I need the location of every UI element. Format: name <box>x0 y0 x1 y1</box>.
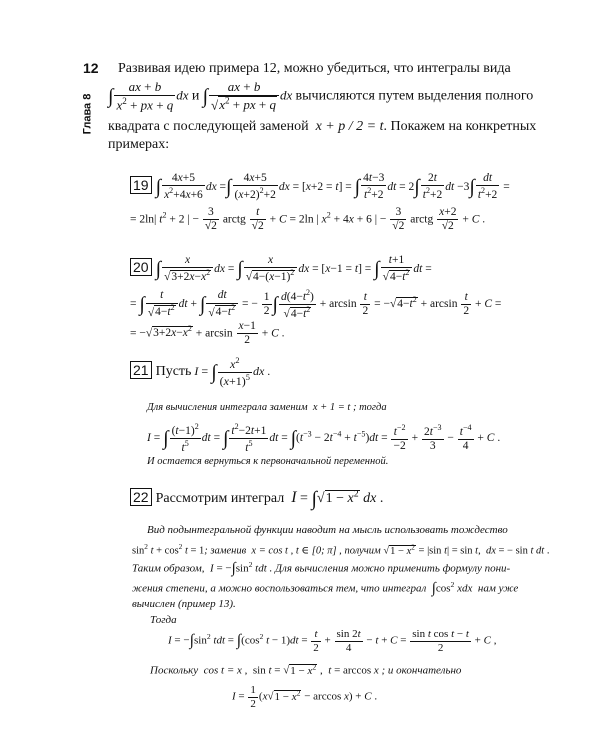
example-22-statement: 22 Рассмотрим интеграл $I = \int√1 - x^2$ dx . <box>130 488 383 509</box>
intro-line-4: примерах: <box>108 137 170 152</box>
example-22-final: I = $\frac{1}{2}$ $(x√1 - x^2 - \arccos x) + C$ . <box>232 684 378 710</box>
example-22-label: Рассмотрим интеграл <box>155 491 285 506</box>
example-21-statement: 21 Пусть I = ∫ $\frac{x^2}{(x+1)^5}$ dx . <box>130 356 270 389</box>
substitution: x + p / 2 = t <box>315 119 384 134</box>
intro-line-3: квадрата с последующей заменой x + p / 2 = t. Покажем на конкретных <box>108 119 537 134</box>
example-number-19: 19 <box>130 176 152 194</box>
example-21-outro: И остается вернуться к первоначальной переменной. <box>147 456 389 467</box>
example-22-p1a: Вид подынтегральной функции наводит на мысль использовать тождество <box>147 524 508 536</box>
example-22-p2: Таким образом, $I = -\int\sin^2$ tdt . Для вычисления можно применить формулу пони- <box>132 560 511 577</box>
example-19-line-1: 19 ∫ $\frac{4x+5}{x^2+4x+6}$ dx =∫ $\frac{4x+5}{(x+2)^2+2}$ dx = [x+2 = t] = ∫ $\frac{4t-3}{t^2+2}$ dt = 2∫ $\frac{2t}{t^2+2}$ dt −3∫ $\frac{dt}{t^2+2}$ = <box>130 172 510 202</box>
example-number-20: 20 <box>130 258 152 276</box>
intro-line-1: Развивая идею примера 12, можно убедиться, что интегралы вида <box>118 61 511 76</box>
example-22-p3: жения степени, а можно воспользоваться тем, что интеграл $\int\cos^2$ xdx нам уже <box>132 580 519 597</box>
example-22-computation: $I = -\int\sin^2$ tdt = $\int(\cos^2$ t − 1)dt = $\frac{t}{2}$ + $\frac{\sin 2t}{4}$ − t + C = $\frac{\text{sin t cos t − t}}{2}$ + C , <box>168 628 497 654</box>
intro-integrals: ∫ $\frac{ax + b}{x^2 + px + q}$ dx и ∫ $\frac{ax + b}{√x^2 + px + q}$ dx вычисляются путем выделения полного <box>108 79 534 113</box>
intro-conj: и <box>191 88 200 104</box>
example-22-then: Тогда <box>150 614 177 626</box>
example-number-22: 22 <box>130 488 152 506</box>
example-21-label: Пусть <box>155 364 192 380</box>
intro-paragraph <box>118 60 518 78</box>
example-21-computation: I = ∫ $\frac{(t-1)^2}{t^5}$ dt = ∫ $\frac{t^2-2t+1}{t^5}$ dt = $\int(t^{-3} - 2t^{-4} + t^{-5})dt$ = $\frac{t^{-2}}{-2}$ + $\frac{2t^{-3}}{3}$ − $\frac{t^{-4}}{4}$ + C . <box>147 422 501 454</box>
example-21-intro: Для вычисления интеграла заменим x + 1 = t ; тогда <box>147 402 387 413</box>
chapter-label: Глава 8 <box>81 93 94 135</box>
example-20-line-2: = ∫ $\frac{t}{√4-t^2}$ dt + ∫ $\frac{dt}{√4-t^2}$ = − $\frac{1}{2}$ ∫ $\frac{d(4-t^2)}{√4-t^2}$ + arcsin $\frac{t}{2}$ = $-√4-t^2 + \arcsin$ $\frac{t}{2}$ + C = <box>130 288 502 320</box>
example-20-line-3: = $-√3+2x-x^2 + \arcsin$ $\frac{x-1}{2}$ + C . <box>130 320 285 347</box>
intro-line-2-tail: вычисляются путем выделения полного <box>295 88 534 104</box>
example-22-since: Поскольку cos t = x , $\sin t = √1 - x^2$ , t = arccos x ; и окончательно <box>150 662 462 677</box>
example-20-line-1: 20 ∫ $\frac{x}{√3+2x-x^2}$ dx = ∫ $\frac{x}{√4-(x-1)^2}$ dx = [x−1 = t] = ∫ $\frac{t+1}{√4-t^2}$ dt = <box>130 254 432 284</box>
example-22-p4: вычислен (пример 13). <box>132 598 236 610</box>
example-19-line-2: = 2ln| $t^2 + 2$ | − $\frac{3}{√2}$ arctg $\frac{t}{√2}$ + C = 2ln | $x^2 + 4x + 6$ | − $\frac{3}{√2}$ arctg $\frac{x+2}{√2}$ + C . <box>130 206 486 233</box>
page-number: 12 <box>83 60 99 76</box>
example-number-21: 21 <box>130 361 152 379</box>
example-22-p1b: $\sin^2 t + \cos^2 t = 1$; заменив x = cos t , t ∈ [0; π] , получим $√1 - x^2 = |\sin$ t| = sin t, dx = − sin t dt . <box>132 542 550 557</box>
